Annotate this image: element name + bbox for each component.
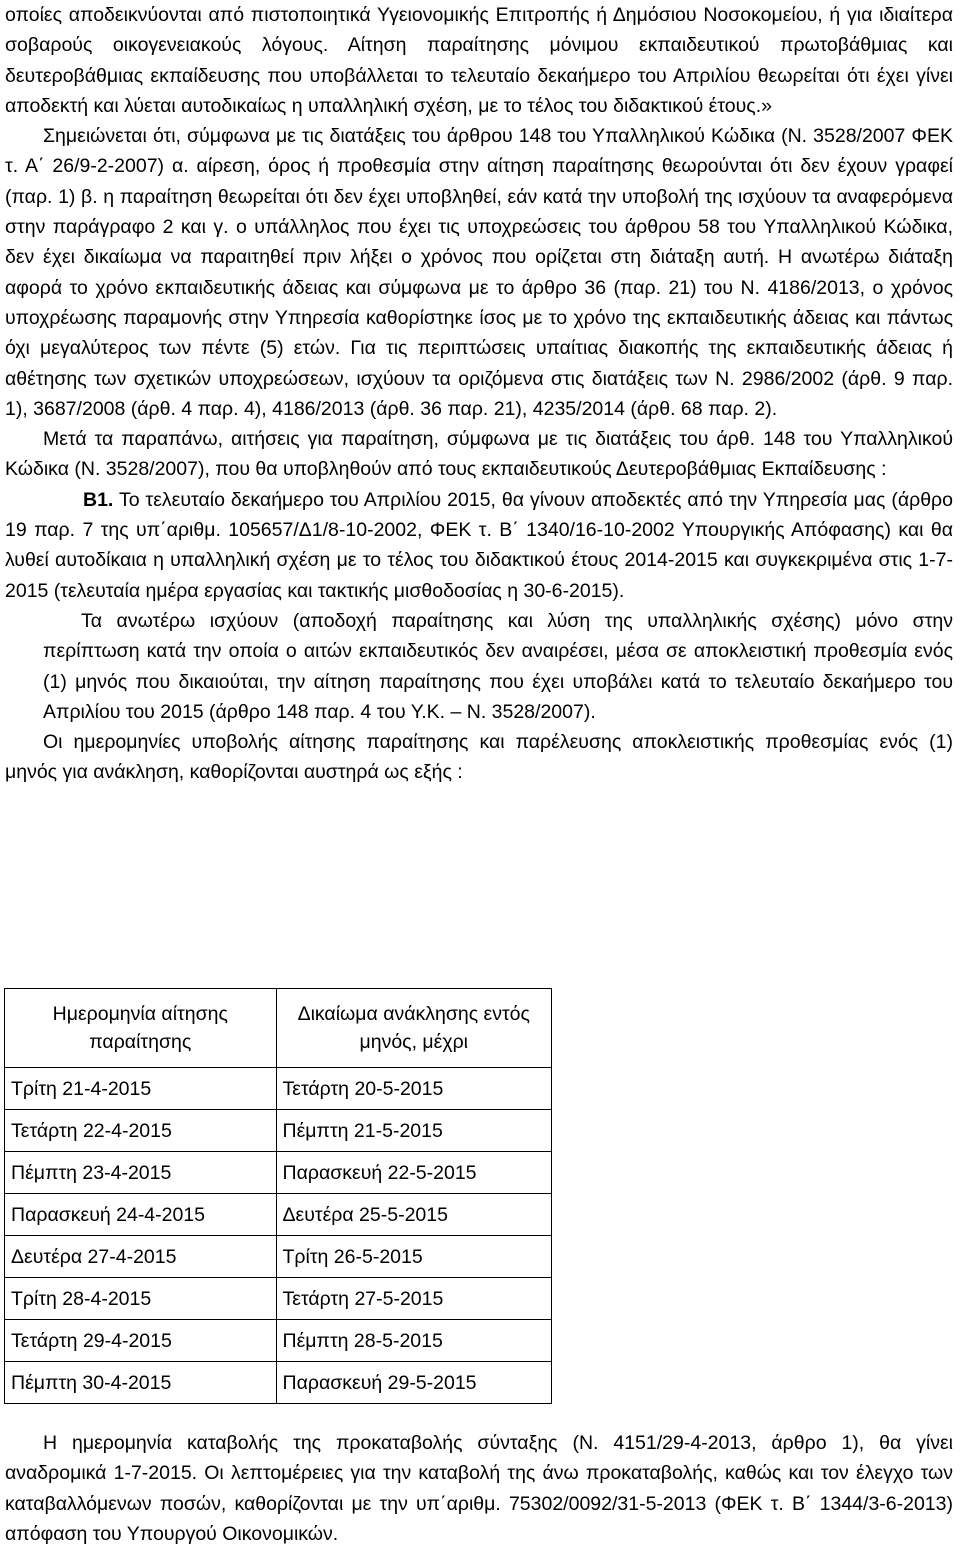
table-row (5, 1152, 552, 1194)
header-withdrawal-deadline: Δικαίωμα ανάκλησης εντός μηνός, μέχρι (276, 989, 552, 1068)
deadline-cell: Τετάρτη 20-5-2015 (276, 1068, 552, 1110)
deadline-cell: Πέμπτη 28-5-2015 (276, 1320, 552, 1362)
application-date-cell: Τετάρτη 29-4-2015 (5, 1320, 277, 1362)
document-body (5, 0, 953, 788)
final-section (5, 1428, 953, 1549)
application-date-cell: Πέμπτη 23-4-2015 (5, 1152, 277, 1194)
b1-text: Το τελευταίο δεκαήμερο του Απριλίου 2015, θα γίνουν αποδεκτές από την Υπηρεσία μας (άρθρο 19 παρ. 7 της υπ΄αριθμ. 105657/Δ1/8-10-2002, ΦΕΚ τ. Β΄ 1340/16-10-2002 Υπουργικής Απόφασης) και θα λυθεί αυτοδίκαια η υπαλληλική σχέση με το τέλος του διδακτικού έτους 2014-2015 και συγκεκριμένα στις 1-7-2015 (τελευταία ημέρα εργασίας και τακτικής μισθοδοσίας η 30-6-2015). (5, 488, 953, 602)
table-row (5, 1110, 552, 1152)
application-date-cell: Τετάρτη 22-4-2015 (5, 1110, 277, 1152)
application-date-cell: Παρασκευή 24-4-2015 (5, 1194, 277, 1236)
application-date-cell: Πέμπτη 30-4-2015 (5, 1362, 277, 1404)
paragraph-after: Μετά τα παραπάνω, αιτήσεις για παραίτηση, σύμφωνα με τις διατάξεις του άρθ. 148 του Υπαλληλικού Κώδικα (Ν. 3528/2007), που θα υποβληθούν από τους εκπαιδευτικούς Δευτεροβάθμιας Εκπαίδευσης : (5, 428, 953, 481)
application-date-cell: Τρίτη 28-4-2015 (5, 1278, 277, 1320)
withdrawal-schedule-table (4, 988, 552, 1404)
deadline-cell: Τρίτη 26-5-2015 (276, 1236, 552, 1278)
header-application-date: Ημερομηνία αίτησης παραίτησης (5, 989, 277, 1068)
b1-label: Β1. (83, 488, 114, 511)
table-row (5, 1236, 552, 1278)
paragraph-intro: οποίες αποδεικνύονται από πιστοποιητικά Υγειονομικής Επιτροπής ή Δημόσιου Νοσοκομείου, ή για ιδιαίτερα σοβαρούς οικογενειακούς λόγους. Αίτηση παραίτησης μόνιμου εκπαιδευτικού πρωτοβάθμιας και δευτεροβάθμιας εκπαίδευσης που υποβάλλεται το τελευταίο δεκαήμερο του Απριλίου θεωρείται ότι έχει γίνει αποδεκτή και λύεται αυτοδικαίως η υπαλληλική σχέση, με το τέλος του διδακτικού έτους.» (5, 4, 953, 117)
paragraph-b1 (5, 485, 953, 606)
application-date-cell: Τρίτη 21-4-2015 (5, 1068, 277, 1110)
paragraph-pension-advance: Η ημερομηνία καταβολής της προκαταβολής σύνταξης (Ν. 4151/29-4-2013, άρθρο 1), θα γίνει αναδρομικά 1-7-2015. Οι λεπτομέρειες για την καταβολή της άνω προκαταβολής, καθώς και τον έλεγχο των καταβαλλόμενων ποσών, καθορίζονται με την υπ΄αριθμ. 75302/0092/31-5-2013 (ΦΕΚ τ. Β΄ 1344/3-6-2013) απόφαση του Υπουργού Οικονομικών. (5, 1432, 953, 1545)
table-row (5, 1362, 552, 1404)
paragraph-note: Σημειώνεται ότι, σύμφωνα με τις διατάξεις του άρθρου 148 του Υπαλληλικού Κώδικα (Ν. 3528/2007 ΦΕΚ τ. Α΄ 26/9-2-2007) α. αίρεση, όρος ή προθεσμία στην αίτηση παραίτησης θεωρούνται ότι δεν έχουν γραφεί (παρ. 1) β. η παραίτηση θεωρείται ότι δεν έχει υποβληθεί, εάν κατά την υποβολή της ισχύουν τα αναφερόμενα στην παράγραφο 2 και γ. ο υπάλληλος που έχει τις υποχρεώσεις του άρθρου 58 του Υπαλληλικού Κώδικα, δεν έχει δικαίωμα να παραιτηθεί πριν λήξει ο χρόνος που ορίζεται στη διάταξη αυτή. Η ανωτέρω διάταξη αφορά το χρόνο εκπαιδευτικής άδειας και σύμφωνα με το άρθρο 36 (παρ. 21) του Ν. 4186/2013, ο χρόνος υποχρέωσης παραμονής στην Υπηρεσία καθορίστηκε ίσος με το χρόνο της εκπαιδευτικής άδειας και πάντως όχι μεγαλύτερος των πέντε (5) ετών. Για τις περιπτώσεις υπαίτιας διακοπής της εκπαιδευτικής άδειας ή αθέτησης των σχετικών υποχρεώσεων, ισχύουν τα οριζόμενα στις διατάξεις των Ν. 2986/2002 (άρθ. 9 παρ. 1), 3687/2008 (άρθ. 4 παρ. 4), 4186/2013 (άρθ. 36 παρ. 21), 4235/2014 (άρθ. 68 παρ. 2). (5, 125, 953, 420)
table-header-row (5, 989, 552, 1068)
table-row (5, 1194, 552, 1236)
deadline-cell: Τετάρτη 27-5-2015 (276, 1278, 552, 1320)
application-date-cell: Δευτέρα 27-4-2015 (5, 1236, 277, 1278)
deadline-cell: Δευτέρα 25-5-2015 (276, 1194, 552, 1236)
deadline-cell: Παρασκευή 22-5-2015 (276, 1152, 552, 1194)
table-row (5, 1068, 552, 1110)
table-row (5, 1278, 552, 1320)
deadline-cell: Πέμπτη 21-5-2015 (276, 1110, 552, 1152)
paragraph-dates-intro: Οι ημερομηνίες υποβολής αίτησης παραίτησης και παρέλευσης αποκλειστικής προθεσμίας ενός (1) μηνός για ανάκληση, καθορίζονται αυστηρά ως εξής : (5, 731, 953, 784)
deadline-cell: Παρασκευή 29-5-2015 (276, 1362, 552, 1404)
paragraph-b1-validity: Τα ανωτέρω ισχύουν (αποδοχή παραίτησης και λύση της υπαλληλικής σχέσης) μόνο στην περίπτωση κατά την οποία ο αιτών εκπαιδευτικός δεν αναιρέσει, μέσα σε αποκλειστική προθεσμία ενός (1) μηνός που δικαιούται, την αίτηση παραίτησης που έχει υποβάλει κατά το τελευταίο δεκαήμερο του Απριλίου του 2015 (άρθρο 148 παρ. 4 του Υ.Κ. – Ν. 3528/2007). (43, 609, 953, 723)
table-row (5, 1320, 552, 1362)
